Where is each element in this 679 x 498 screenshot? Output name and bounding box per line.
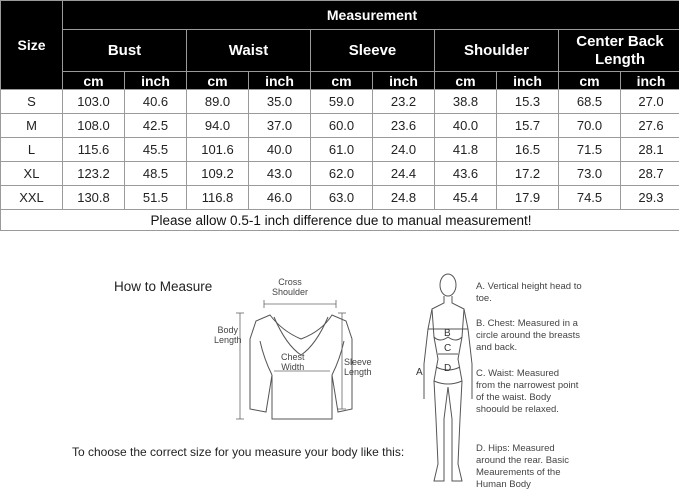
group-header-bust: Bust <box>63 30 187 72</box>
measurement-cell: 40.0 <box>435 114 497 138</box>
measurement-cell: 48.5 <box>125 162 187 186</box>
measurement-cell: 41.8 <box>435 138 497 162</box>
measurement-cell: 94.0 <box>187 114 249 138</box>
cross-shoulder-label <box>272 277 308 297</box>
unit-header: inch <box>497 72 559 90</box>
legend-c: C. Waist: Measured from the narrowest point of the waist. Body shoould be relaxed. <box>476 368 579 415</box>
size-label: XL <box>1 162 63 186</box>
measurement-cell: 68.5 <box>559 90 621 114</box>
measurement-cell: 42.5 <box>125 114 187 138</box>
chest-width-line-1: Chest <box>281 352 305 362</box>
measurement-note: Please allow 0.5-1 inch difference due to manual measurement! <box>1 210 679 231</box>
table-row <box>1 90 679 114</box>
body-letter-c: C <box>444 343 452 354</box>
group-header-center-back-length <box>559 30 679 72</box>
measurement-cell: 23.6 <box>373 114 435 138</box>
unit-header: cm <box>435 72 497 90</box>
measurement-cell: 23.2 <box>373 90 435 114</box>
sleeve-length-line-1: Sleeve <box>344 357 372 367</box>
unit-header: cm <box>311 72 373 90</box>
chest-width-label <box>281 352 305 372</box>
unit-header: inch <box>373 72 435 90</box>
size-chart-table <box>0 0 679 231</box>
group-header-sleeve: Sleeve <box>311 30 435 72</box>
measurement-cell: 116.8 <box>187 186 249 210</box>
measurement-cell: 40.0 <box>249 138 311 162</box>
measurement-cell: 40.6 <box>125 90 187 114</box>
table-row <box>1 162 679 186</box>
how-to-measure-figure <box>0 259 679 498</box>
body-letter-d: D <box>444 363 452 374</box>
measurement-cell: 17.2 <box>497 162 559 186</box>
measurement-cell: 71.5 <box>559 138 621 162</box>
measurement-cell: 115.6 <box>63 138 125 162</box>
measurement-cell: 60.0 <box>311 114 373 138</box>
measurement-cell: 17.9 <box>497 186 559 210</box>
table-row <box>1 186 679 210</box>
body-length-line-1: Body <box>217 325 239 335</box>
size-label: S <box>1 90 63 114</box>
size-header: Size <box>1 1 63 90</box>
measurement-cell: 45.5 <box>125 138 187 162</box>
body-length-label <box>214 325 242 345</box>
legend-a: A. Vertical height head to toe. <box>476 281 582 304</box>
size-label: M <box>1 114 63 138</box>
size-label: XXL <box>1 186 63 210</box>
measurement-cell: 109.2 <box>187 162 249 186</box>
how-to-measure-title: How to Measure <box>114 279 213 294</box>
measurement-cell: 73.0 <box>559 162 621 186</box>
measurement-cell: 123.2 <box>63 162 125 186</box>
measurement-cell: 103.0 <box>63 90 125 114</box>
measurement-cell: 35.0 <box>249 90 311 114</box>
measurement-cell: 74.5 <box>559 186 621 210</box>
measurement-cell: 89.0 <box>187 90 249 114</box>
sleeve-length-line-2: Length <box>344 367 372 377</box>
measurement-cell: 61.0 <box>311 138 373 162</box>
measurement-cell: 24.8 <box>373 186 435 210</box>
table-row <box>1 114 679 138</box>
legend-b: B. Chest: Measured in a circle around the breasts and back. <box>476 318 581 353</box>
measurement-title: Measurement <box>63 1 679 30</box>
body-length-line-2: Length <box>214 335 242 345</box>
measurement-cell: 38.8 <box>435 90 497 114</box>
unit-header: inch <box>125 72 187 90</box>
measurement-cell: 43.0 <box>249 162 311 186</box>
measurement-cell: 43.6 <box>435 162 497 186</box>
choose-size-text: To choose the correct size for you measure your body like this: <box>72 445 405 459</box>
group-header-waist: Waist <box>187 30 311 72</box>
table-row <box>1 138 679 162</box>
human-body-illustration <box>424 274 472 481</box>
body-letter-a: A <box>416 367 423 378</box>
measurement-cell: 27.0 <box>621 90 679 114</box>
measurement-cell: 15.7 <box>497 114 559 138</box>
body-letter-b: B <box>444 328 451 339</box>
measurement-cell: 24.4 <box>373 162 435 186</box>
measurement-cell: 45.4 <box>435 186 497 210</box>
chest-width-line-2: Width <box>281 362 305 372</box>
group-header-shoulder: Shoulder <box>435 30 559 72</box>
measurement-cell: 28.7 <box>621 162 679 186</box>
measurement-cell: 101.6 <box>187 138 249 162</box>
unit-header: inch <box>621 72 679 90</box>
measurement-cell: 29.3 <box>621 186 679 210</box>
unit-header: inch <box>249 72 311 90</box>
size-rows <box>1 90 679 210</box>
cross-shoulder-line-2: Shoulder <box>272 287 309 297</box>
center-back-length-label: Center Back Length <box>576 32 664 68</box>
unit-header: cm <box>559 72 621 90</box>
measurement-cell: 63.0 <box>311 186 373 210</box>
measurement-cell: 62.0 <box>311 162 373 186</box>
measurement-cell: 51.5 <box>125 186 187 210</box>
measurement-cell: 130.8 <box>63 186 125 210</box>
measurement-cell: 15.3 <box>497 90 559 114</box>
measurement-cell: 27.6 <box>621 114 679 138</box>
unit-header: cm <box>187 72 249 90</box>
size-label: L <box>1 138 63 162</box>
measurement-cell: 108.0 <box>63 114 125 138</box>
measurement-cell: 24.0 <box>373 138 435 162</box>
measurement-cell: 59.0 <box>311 90 373 114</box>
legend-d: D. Hips: Measured around the rear. Basic Meaurements of the Human Body <box>476 443 569 490</box>
measurement-cell: 16.5 <box>497 138 559 162</box>
cross-shoulder-line-1: Cross <box>278 277 302 287</box>
measurement-cell: 37.0 <box>249 114 311 138</box>
sleeve-length-label <box>344 357 372 377</box>
measurement-cell: 46.0 <box>249 186 311 210</box>
unit-header: cm <box>63 72 125 90</box>
measurement-cell: 28.1 <box>621 138 679 162</box>
measurement-cell: 70.0 <box>559 114 621 138</box>
